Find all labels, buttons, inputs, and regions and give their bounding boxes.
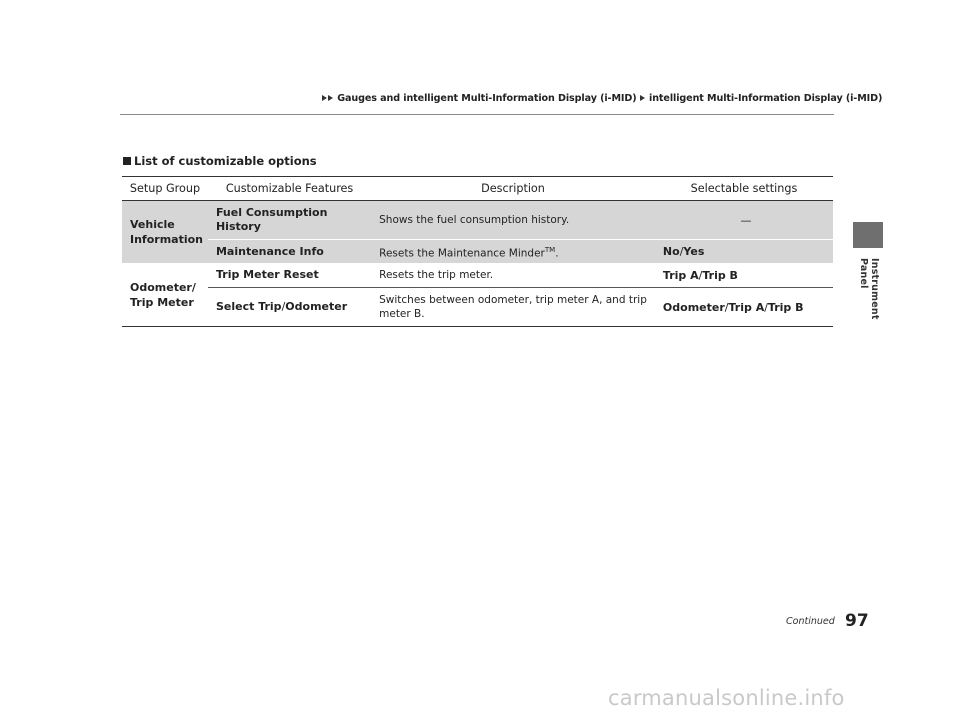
breadcrumb-item-imid[interactable]: intelligent Multi-Information Display (i-MID) [649,93,883,104]
group-name-line1: Odometer/ [130,280,196,294]
table-row [122,201,833,240]
section-title-text: List of customizable options [134,154,317,168]
breadcrumb-arrow-icon [322,95,327,101]
table-row [122,240,833,264]
group-cell-vehicle-information [122,201,208,264]
setting-cell [655,240,833,264]
setting-option-trip-a: Trip A [662,268,699,282]
chapter-tab-label: Instrument Panel [858,258,880,320]
feature-part-a: Select Trip [215,300,282,313]
description-text: Resets the Maintenance Minder [379,247,545,260]
feature-trip-meter-reset: Trip Meter Reset [215,268,319,281]
setting-option-no: No [662,245,680,258]
header-customizable-features: Customizable Features [208,177,371,201]
setting-cell [655,201,833,240]
watermark: carmanualsonline.info [608,686,845,710]
setting-option-trip-b: Trip B [767,300,804,314]
description-cell: Resets the trip meter. [379,269,494,281]
chapter-tab-marker [853,222,883,248]
square-bullet-icon [123,157,131,165]
setting-cell [655,263,833,288]
breadcrumb [322,93,883,104]
setting-option-trip-b: Trip B [702,268,738,282]
feature-select-trip-odometer [208,288,371,327]
description-line2: meter B. [379,308,425,320]
breadcrumb-arrow-icon [640,95,645,101]
setting-separator: / [698,268,703,282]
description-cell: Shows the fuel consumption history. [371,201,655,240]
header-setup-group: Setup Group [122,177,208,201]
setting-cell [655,288,833,327]
setting-separator: / [679,245,684,258]
setting-option-odometer: Odometer [662,300,725,314]
feature-line1: Fuel Consumption [215,206,328,219]
em-dash-value: — [740,213,752,227]
setting-separator: / [724,300,729,314]
description-line1: Switches between odometer, trip meter A, and trip [379,294,647,306]
header-divider [120,114,834,115]
trademark-mark: TM [544,245,556,254]
table-row [122,288,833,327]
page-number: 97 [845,611,869,631]
section-title [123,154,317,168]
customizable-options-table [122,176,833,327]
group-name-line1: Vehicle [130,218,175,231]
header-description: Description [371,177,655,201]
feature-maintenance-info: Maintenance Info [208,240,371,264]
description-cell [371,288,655,327]
feature-fuel-consumption-history [208,201,371,240]
setting-option-yes: Yes [683,245,705,258]
feature-separator: / [281,300,286,313]
description-cell [371,240,655,264]
breadcrumb-item-gauges[interactable]: Gauges and intelligent Multi-Information Display (i-MID) [337,93,637,104]
feature-line2: History [215,220,261,233]
group-name-line2: Information [130,233,203,246]
header-selectable-settings: Selectable settings [655,177,833,201]
group-cell-odometer-trip-meter [122,263,208,327]
feature-part-b: Odometer [285,300,348,313]
group-name-line2: Trip Meter [130,295,194,309]
table-header-row [122,177,833,201]
table-row [122,263,833,288]
description-period: . [555,247,559,260]
setting-separator: / [764,300,768,314]
breadcrumb-arrow-icon [328,95,333,101]
setting-option-trip-a: Trip A [728,300,765,314]
continued-label: Continued [786,616,835,627]
